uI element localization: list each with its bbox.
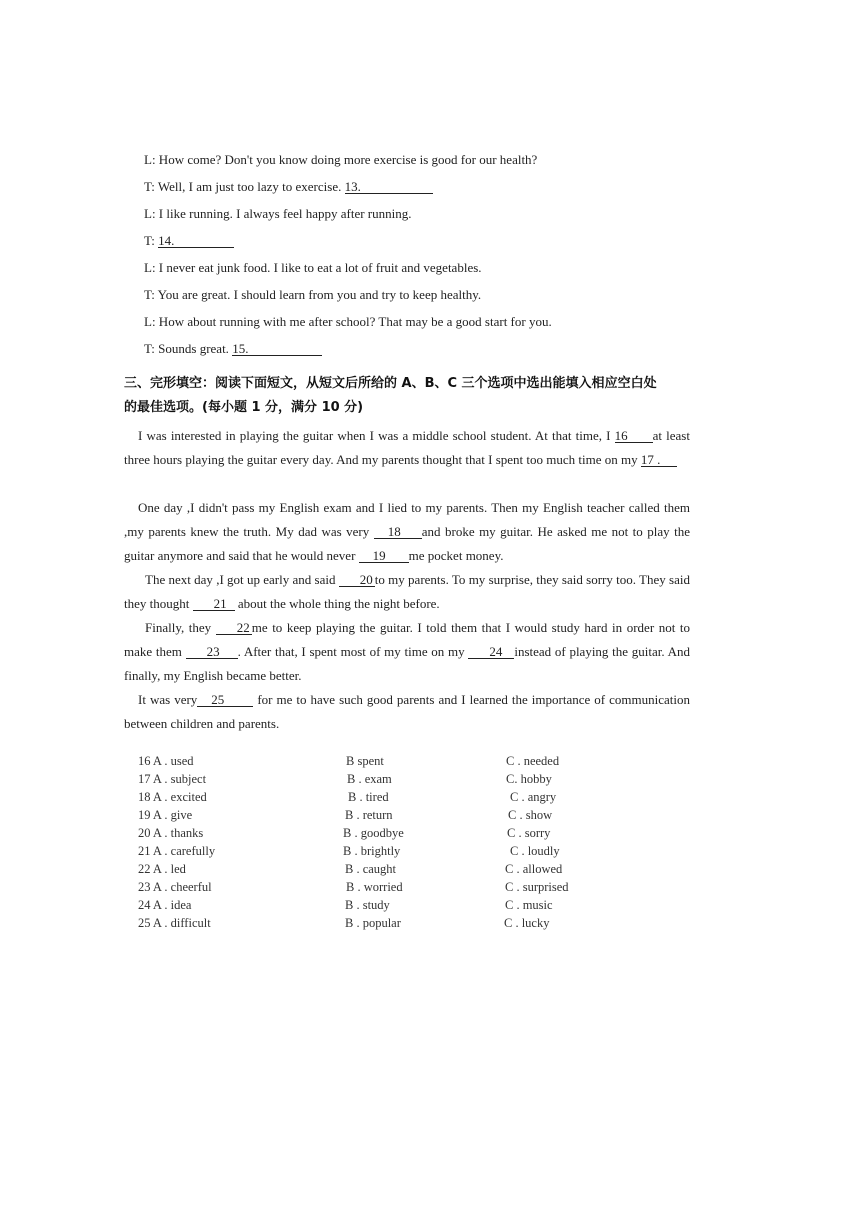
dialogue-text: L: I never eat junk food. I like to eat a lot of fruit and vegetables. — [144, 260, 482, 275]
answer-blank: 13. — [345, 180, 433, 194]
dialogue-line — [144, 179, 433, 195]
dialogue-line — [144, 152, 537, 168]
option-a: 16 A . used — [138, 754, 194, 768]
option-b: B . caught — [345, 862, 397, 876]
passage-text: me pocket money. — [408, 548, 504, 563]
option-a: 22 A . led — [138, 862, 186, 876]
answer-blank: 16 — [615, 429, 653, 443]
option-row — [138, 880, 638, 898]
dialogue-text: L: How about running with me after school? That may be a good start for you. — [144, 314, 552, 329]
option-c: C. hobby — [506, 772, 552, 786]
passage-text: about the whole thing the night before. — [234, 596, 440, 611]
option-a: 25 A . difficult — [138, 916, 211, 930]
option-row — [138, 808, 638, 826]
option-c: C . music — [505, 898, 553, 912]
option-row — [138, 916, 638, 934]
option-a: 24 A . idea — [138, 898, 192, 912]
passage-paragraph — [124, 496, 690, 568]
section-heading-line: 三、完形填空：阅读下面短文，从短文后所给的 A、B、C 三个选项中选出能填入相应空白处 — [124, 376, 657, 391]
passage-text: at least three hours playing the guitar every day. And my parents thought that I spent too much time on my — [124, 428, 690, 467]
dialogue-line — [144, 314, 552, 330]
passage-paragraph — [124, 616, 690, 688]
option-a: 17 A . subject — [138, 772, 207, 786]
option-row — [138, 790, 638, 808]
answer-blank: 17 . — [641, 453, 677, 467]
option-a: 19 A . give — [138, 808, 193, 822]
option-b: B . tired — [348, 790, 389, 804]
option-row — [138, 826, 638, 844]
option-b: B . worried — [346, 880, 403, 894]
answer-blank: 21 — [193, 597, 235, 611]
option-row — [138, 898, 638, 916]
dialogue-line — [144, 260, 482, 276]
passage-text: I was interested in playing the guitar when I was a middle school student. At that time, I — [138, 428, 615, 443]
option-c: C . show — [508, 808, 553, 822]
dialogue-text: T: Well, I am just too lazy to exercise. — [144, 179, 345, 194]
option-b: B . goodbye — [343, 826, 404, 840]
answer-blank: 15. — [232, 342, 322, 356]
option-row — [138, 754, 638, 772]
option-b: B . brightly — [343, 844, 401, 858]
option-a: 18 A . excited — [138, 790, 207, 804]
passage-text: Finally, they — [145, 620, 216, 635]
passage-text: It was very — [138, 692, 198, 707]
answer-blank: 24 — [468, 645, 514, 659]
answer-blank: 25 — [197, 693, 253, 707]
option-a: 21 A . carefully — [138, 844, 216, 858]
dialogue-line — [144, 287, 481, 303]
passage-text: for me to have such good parents and I learned the importance of communication between children and parents. — [124, 692, 690, 731]
dialogue-text: T: You are great. I should learn from you and try to keep healthy. — [144, 287, 482, 302]
passage-text: to my parents. To my surprise, they said sorry too. They said they thought — [124, 572, 690, 611]
answer-blank: 23 — [186, 645, 238, 659]
dialogue-line — [144, 233, 234, 249]
option-c: C . allowed — [505, 862, 563, 876]
answer-blank: 14. — [158, 234, 234, 248]
answer-blank: 18 — [374, 525, 422, 539]
dialogue-text: L: I like running. I always feel happy after running. — [144, 206, 412, 221]
option-b: B . return — [345, 808, 393, 822]
option-row — [138, 844, 638, 862]
option-a: 20 A . thanks — [138, 826, 204, 840]
dialogue-text: T: — [144, 233, 159, 248]
option-c: C . sorry — [507, 826, 551, 840]
section-heading — [124, 372, 690, 420]
option-row — [138, 862, 638, 880]
dialogue-line — [144, 341, 322, 357]
passage-paragraph — [124, 568, 690, 616]
option-c: C . angry — [510, 790, 557, 804]
option-a: 23 A . cheerful — [138, 880, 212, 894]
option-b: B . study — [345, 898, 390, 912]
answer-blank: 20 — [339, 573, 375, 587]
passage-text: . After that, I spent most of my time on my — [237, 644, 469, 659]
option-c: C . needed — [506, 754, 560, 768]
passage-text: me to keep playing the guitar. I told them that I would study hard in order not to make them — [124, 620, 690, 659]
answer-blank: 19 — [359, 549, 409, 563]
answer-blank: 22 — [216, 621, 252, 635]
dialogue-text: T: Sounds great. — [144, 341, 233, 356]
passage-paragraph — [124, 424, 690, 472]
passage-text: The next day ,I got up early and said — [145, 572, 339, 587]
passage-paragraph — [124, 688, 690, 736]
option-b: B . exam — [347, 772, 392, 786]
option-c: C . lucky — [504, 916, 550, 930]
option-row — [138, 772, 638, 790]
passage-text: One day ,I didn't pass my English exam and I lied to my parents. Then my English teacher called them ,my parents knew the truth. My dad was very — [124, 500, 690, 539]
dialogue-text: L: How come? Don't you know doing more exercise is good for our health? — [144, 152, 538, 167]
dialogue-line — [144, 206, 412, 222]
passage-text: instead of playing the guitar. And finally, my English became better. — [124, 644, 690, 683]
option-c: C . surprised — [505, 880, 569, 894]
option-c: C . loudly — [510, 844, 560, 858]
option-b: B . popular — [345, 916, 401, 930]
section-heading-line: 的最佳选项。(每小题 1 分，满分 10 分) — [124, 400, 364, 415]
option-b: B spent — [346, 754, 384, 768]
passage-text: and broke my guitar. He asked me not to play the guitar anymore and said that he would never — [124, 524, 691, 563]
